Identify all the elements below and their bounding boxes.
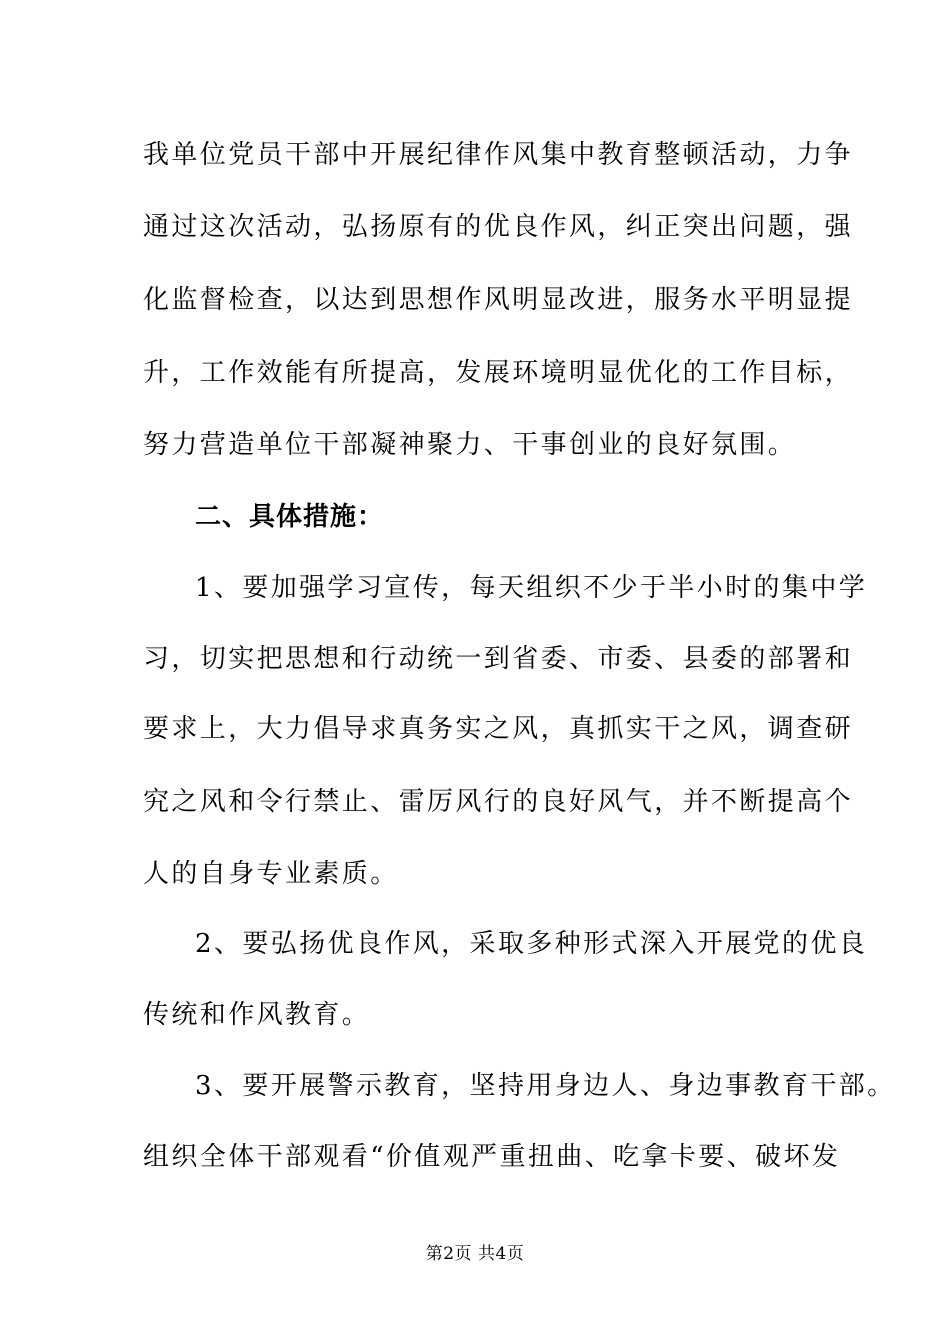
body-line: 3、要开展警示教育，坚持用身边人、身边事教育干部。 [195, 1071, 896, 1101]
body-line: 我单位党员干部中开展纪律作风集中教育整顿活动，力争 [143, 140, 854, 170]
page-number: 第2页 共4页 [425, 1244, 525, 1264]
body-line: 组织全体干部观看“价值观严重扭曲、吃拿卡要、破坏发 [143, 1142, 841, 1172]
body-line: 究之风和令行禁止、雷厉风行的良好风气，并不断提高个 [143, 787, 854, 817]
body-line: 习，切实把思想和行动统一到省委、市委、县委的部署和 [143, 644, 854, 674]
body-line: 升，工作效能有所提高，发展环境明显优化的工作目标， [143, 358, 854, 388]
body-line: 2、要弘扬优良作风，采取多种形式深入开展党的优良 [195, 929, 868, 959]
body-line: 化监督检查，以达到思想作风明显改进，服务水平明显提 [143, 285, 854, 315]
section-heading: 二、具体措施： [195, 502, 385, 532]
body-line: 通过这次活动，弘扬原有的优良作风，纠正突出问题，强 [143, 212, 854, 242]
body-line: 要求上，大力倡导求真务实之风，真抓实干之风，调查研 [143, 714, 854, 744]
body-line: 人的自身专业素质。 [143, 859, 399, 889]
body-line: 努力营造单位干部凝神聚力、干事创业的良好氛围。 [143, 430, 797, 460]
body-line: 1、要加强学习宣传，每天组织不少于半小时的集中学 [195, 573, 868, 603]
body-line: 传统和作风教育。 [143, 1000, 371, 1030]
